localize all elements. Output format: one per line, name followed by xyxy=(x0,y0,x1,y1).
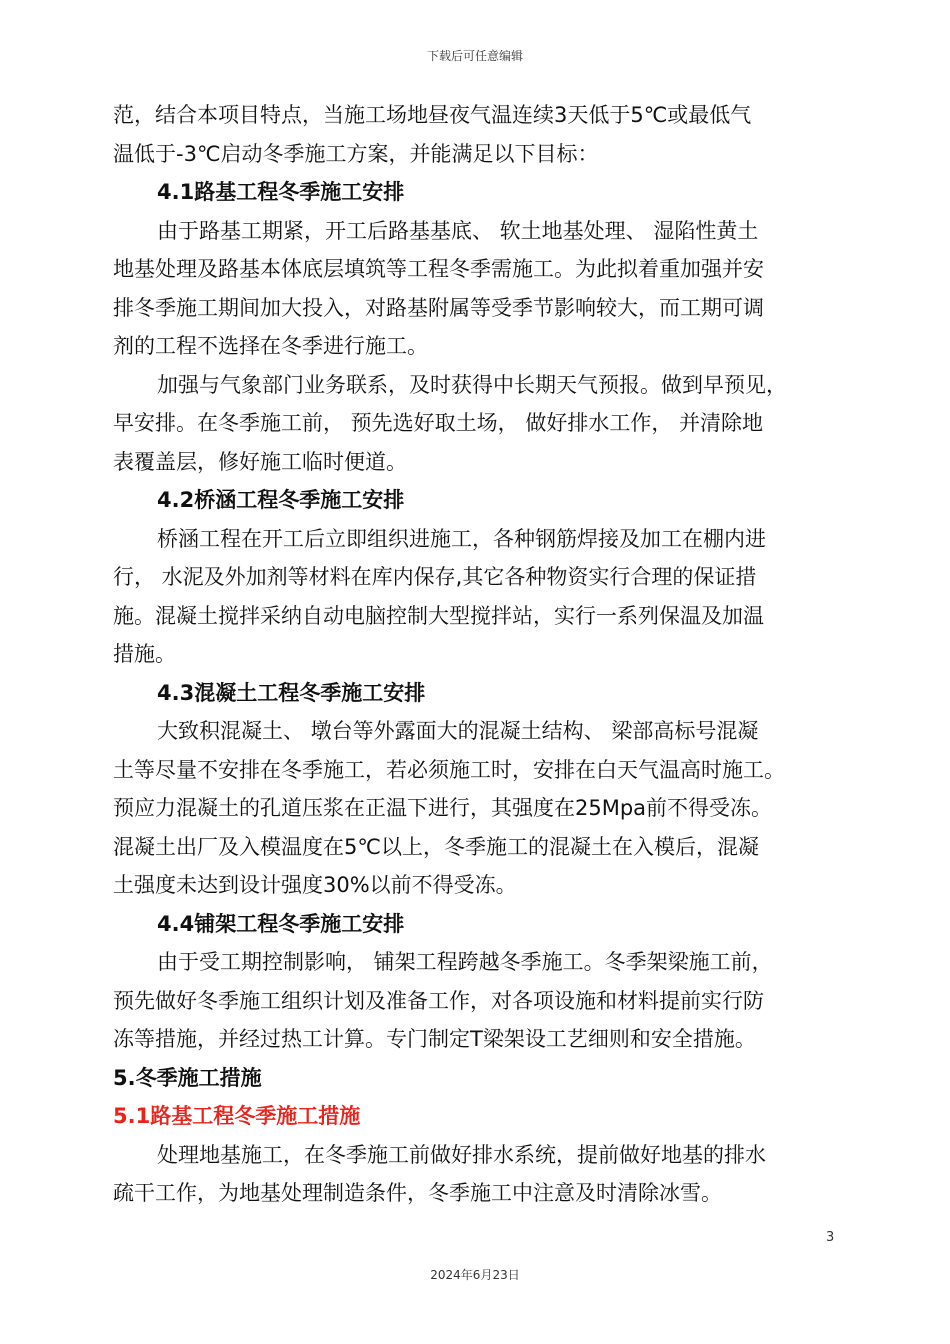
paragraph-line: 早安排。在冬季施工前， 预先选好取土场， 做好排水工作， 并清除地 xyxy=(113,411,764,435)
section-heading: 4.2桥涵工程冬季施工安排 xyxy=(157,488,405,512)
paragraph-line: 混凝土出厂及入模温度在5℃以上，冬季施工的混凝土在入模后，混凝 xyxy=(113,834,759,859)
paragraph-line: 冻等措施，并经过热工计算。专门制定T梁架设工艺细则和安全措施。 xyxy=(113,1027,756,1051)
paragraph-line: 由于路基工期紧，开工后路基基底、 软土地基处理、 湿陷性黄土 xyxy=(157,218,759,243)
document-body xyxy=(113,96,843,1213)
paragraph-line: 温低于-3℃启动冬季施工方案，并能满足以下目标： xyxy=(113,141,599,166)
paragraph-line: 范，结合本项目特点，当施工场地昼夜气温连续3天低于5℃或最低气 xyxy=(113,103,752,127)
paragraph-line: 行， 水泥及外加剂等材料在库内保存,其它各种物资实行合理的保证措 xyxy=(113,565,757,589)
paragraph-line: 大致积混凝土、 墩台等外露面大的混凝土结构、 梁部高标号混凝 xyxy=(157,719,759,743)
section-heading: 4.1路基工程冬季施工安排 xyxy=(157,180,405,204)
paragraph-line: 处理地基施工，在冬季施工前做好排水系统，提前做好地基的排水 xyxy=(157,1142,766,1167)
paragraph-line: 桥涵工程在开工后立即组织进施工，各种钢筋焊接及加工在棚内进 xyxy=(157,526,766,551)
paragraph-line: 排冬季施工期间加大投入，对路基附属等受季节影响较大，而工期可调 xyxy=(113,295,764,320)
paragraph-line: 施。混凝土搅拌采纳自动电脑控制大型搅拌站，实行一系列保温及加温 xyxy=(113,603,764,628)
paragraph-line: 疏干工作，为地基处理制造条件，冬季施工中注意及时清除冰雪。 xyxy=(113,1181,722,1205)
paragraph-line: 表覆盖层，修好施工临时便道。 xyxy=(113,449,407,474)
paragraph-line: 土等尽量不安排在冬季施工，若必须施工时，安排在白天气温高时施工。 xyxy=(113,757,785,782)
chapter-subheading: 5.1路基工程冬季施工措施 xyxy=(113,1104,361,1128)
paragraph-line: 加强与气象部门业务联系，及时获得中长期天气预报。做到早预见， xyxy=(157,372,787,397)
paragraph-line: 土强度未达到设计强度30%以前不得受冻。 xyxy=(113,873,517,897)
paragraph-line: 地基处理及路基本体底层填筑等工程冬季需施工。为此拟着重加强并安 xyxy=(113,257,764,281)
page-number: 3 xyxy=(826,1230,835,1245)
paragraph-line: 剂的工程不选择在冬季进行施工。 xyxy=(113,334,428,358)
page-footer-date: 2024年6月23日 xyxy=(430,1268,520,1282)
paragraph-line: 预应力混凝土的孔道压浆在正温下进行，其强度在25Mpa前不得受冻。 xyxy=(113,796,773,820)
paragraph-line: 由于受工期控制影响， 铺架工程跨越冬季施工。冬季架梁施工前， xyxy=(157,950,773,974)
page-header: 下载后可任意编辑 xyxy=(426,49,523,63)
section-heading: 4.3混凝土工程冬季施工安排 xyxy=(157,680,426,705)
paragraph-line: 预先做好冬季施工组织计划及准备工作，对各项设施和材料提前实行防 xyxy=(113,988,764,1013)
section-heading: 4.4铺架工程冬季施工安排 xyxy=(157,911,405,936)
chapter-heading: 5.冬季施工措施 xyxy=(113,1065,262,1090)
paragraph-line: 措施。 xyxy=(113,642,176,666)
